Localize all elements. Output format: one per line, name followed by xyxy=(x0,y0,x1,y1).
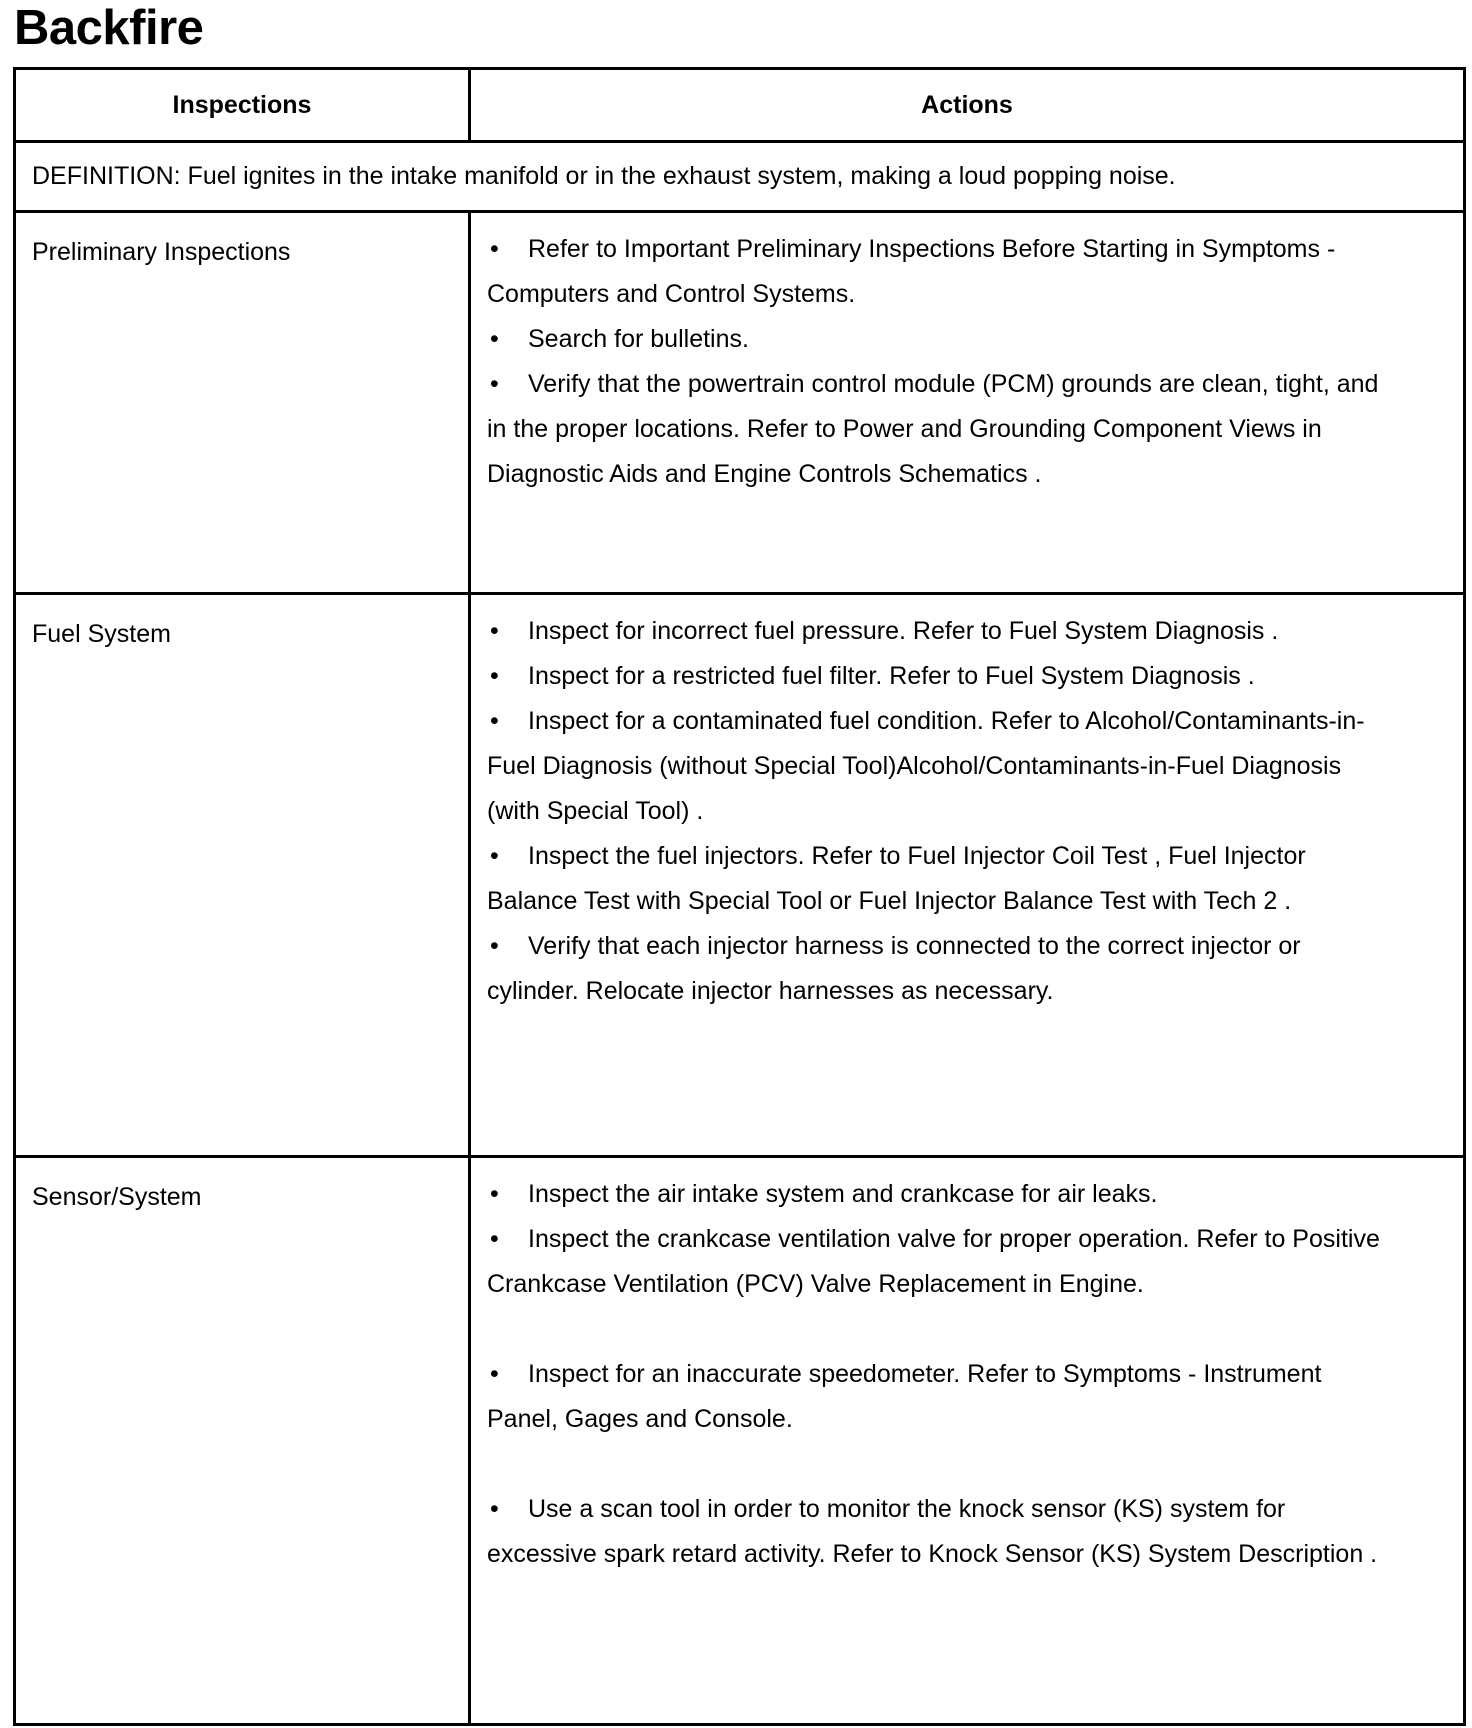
bullet-icon: • xyxy=(490,1495,499,1523)
inspection-label: Fuel System xyxy=(15,594,470,1157)
action-item xyxy=(487,227,1393,317)
action-item xyxy=(487,317,1393,362)
page-title: Backfire xyxy=(14,1,204,55)
action-text: Inspect for a contaminated fuel condition. Refer to Alcohol/Contaminants-in-Fuel Diagnosis (without Special Tool)Alcohol/Contaminants-in-Fuel Diagnosis (with Special Tool) . xyxy=(487,707,1365,825)
action-item xyxy=(487,1487,1393,1577)
inspection-label: Preliminary Inspections xyxy=(15,212,470,594)
action-item xyxy=(487,1217,1393,1307)
bullet-icon: • xyxy=(490,1225,499,1253)
action-item xyxy=(487,609,1393,654)
bullet-icon: • xyxy=(490,325,499,353)
action-item xyxy=(487,1352,1393,1442)
action-text: Verify that each injector harness is connected to the correct injector or cylinder. Relocate injector harnesses as necessary. xyxy=(487,932,1301,1005)
bullet-icon: • xyxy=(490,662,499,690)
table-row xyxy=(15,1157,1465,1725)
action-text: Verify that the powertrain control module (PCM) grounds are clean, tight, and in the proper locations. Refer to Power and Grounding Component Views in Diagnostic Aids and Engine Controls Schematics . xyxy=(487,370,1379,488)
action-text: Inspect the fuel injectors. Refer to Fuel Injector Coil Test , Fuel Injector Balance Test with Special Tool or Fuel Injector Balance Test with Tech 2 . xyxy=(487,842,1306,915)
action-text: Inspect for an inaccurate speedometer. Refer to Symptoms - Instrument Panel, Gages and Console. xyxy=(487,1360,1322,1433)
action-text: Refer to Important Preliminary Inspections Before Starting in Symptoms - Computers and Control Systems. xyxy=(487,235,1336,308)
action-item xyxy=(487,834,1393,924)
bullet-icon: • xyxy=(490,932,499,960)
action-text: Inspect the crankcase ventilation valve for proper operation. Refer to Positive Crankcase Ventilation (PCV) Valve Replacement in Engine. xyxy=(487,1225,1380,1298)
bullet-icon: • xyxy=(490,617,499,645)
actions-cell xyxy=(470,594,1465,1157)
column-header-inspections: Inspections xyxy=(15,69,470,142)
actions-cell xyxy=(470,1157,1465,1725)
action-text: Inspect for a restricted fuel filter. Refer to Fuel System Diagnosis . xyxy=(528,662,1255,690)
definition-text: DEFINITION: Fuel ignites in the intake manifold or in the exhaust system, making a loud popping noise. xyxy=(15,142,1465,212)
action-text: Use a scan tool in order to monitor the knock sensor (KS) system for excessive spark retard activity. Refer to Knock Sensor (KS) System Description . xyxy=(487,1495,1378,1568)
bullet-icon: • xyxy=(490,1360,499,1388)
actions-cell xyxy=(470,212,1465,594)
action-text: Inspect for incorrect fuel pressure. Refer to Fuel System Diagnosis . xyxy=(528,617,1279,645)
bullet-icon: • xyxy=(490,370,499,398)
definition-row xyxy=(15,142,1465,212)
table-header-row xyxy=(15,69,1465,142)
table-row xyxy=(15,594,1465,1157)
column-header-actions: Actions xyxy=(470,69,1465,142)
action-item xyxy=(487,654,1393,699)
action-item xyxy=(487,699,1393,834)
action-item xyxy=(487,362,1393,497)
diagnostic-table xyxy=(13,67,1466,1726)
bullet-icon: • xyxy=(490,1180,499,1208)
inspection-label: Sensor/System xyxy=(15,1157,470,1725)
bullet-icon: • xyxy=(490,707,499,735)
bullet-icon: • xyxy=(490,235,499,263)
action-item xyxy=(487,1172,1393,1217)
bullet-icon: • xyxy=(490,842,499,870)
action-text: Search for bulletins. xyxy=(528,325,749,353)
action-text: Inspect the air intake system and crankcase for air leaks. xyxy=(528,1180,1158,1208)
table-row xyxy=(15,212,1465,594)
action-item xyxy=(487,924,1393,1014)
